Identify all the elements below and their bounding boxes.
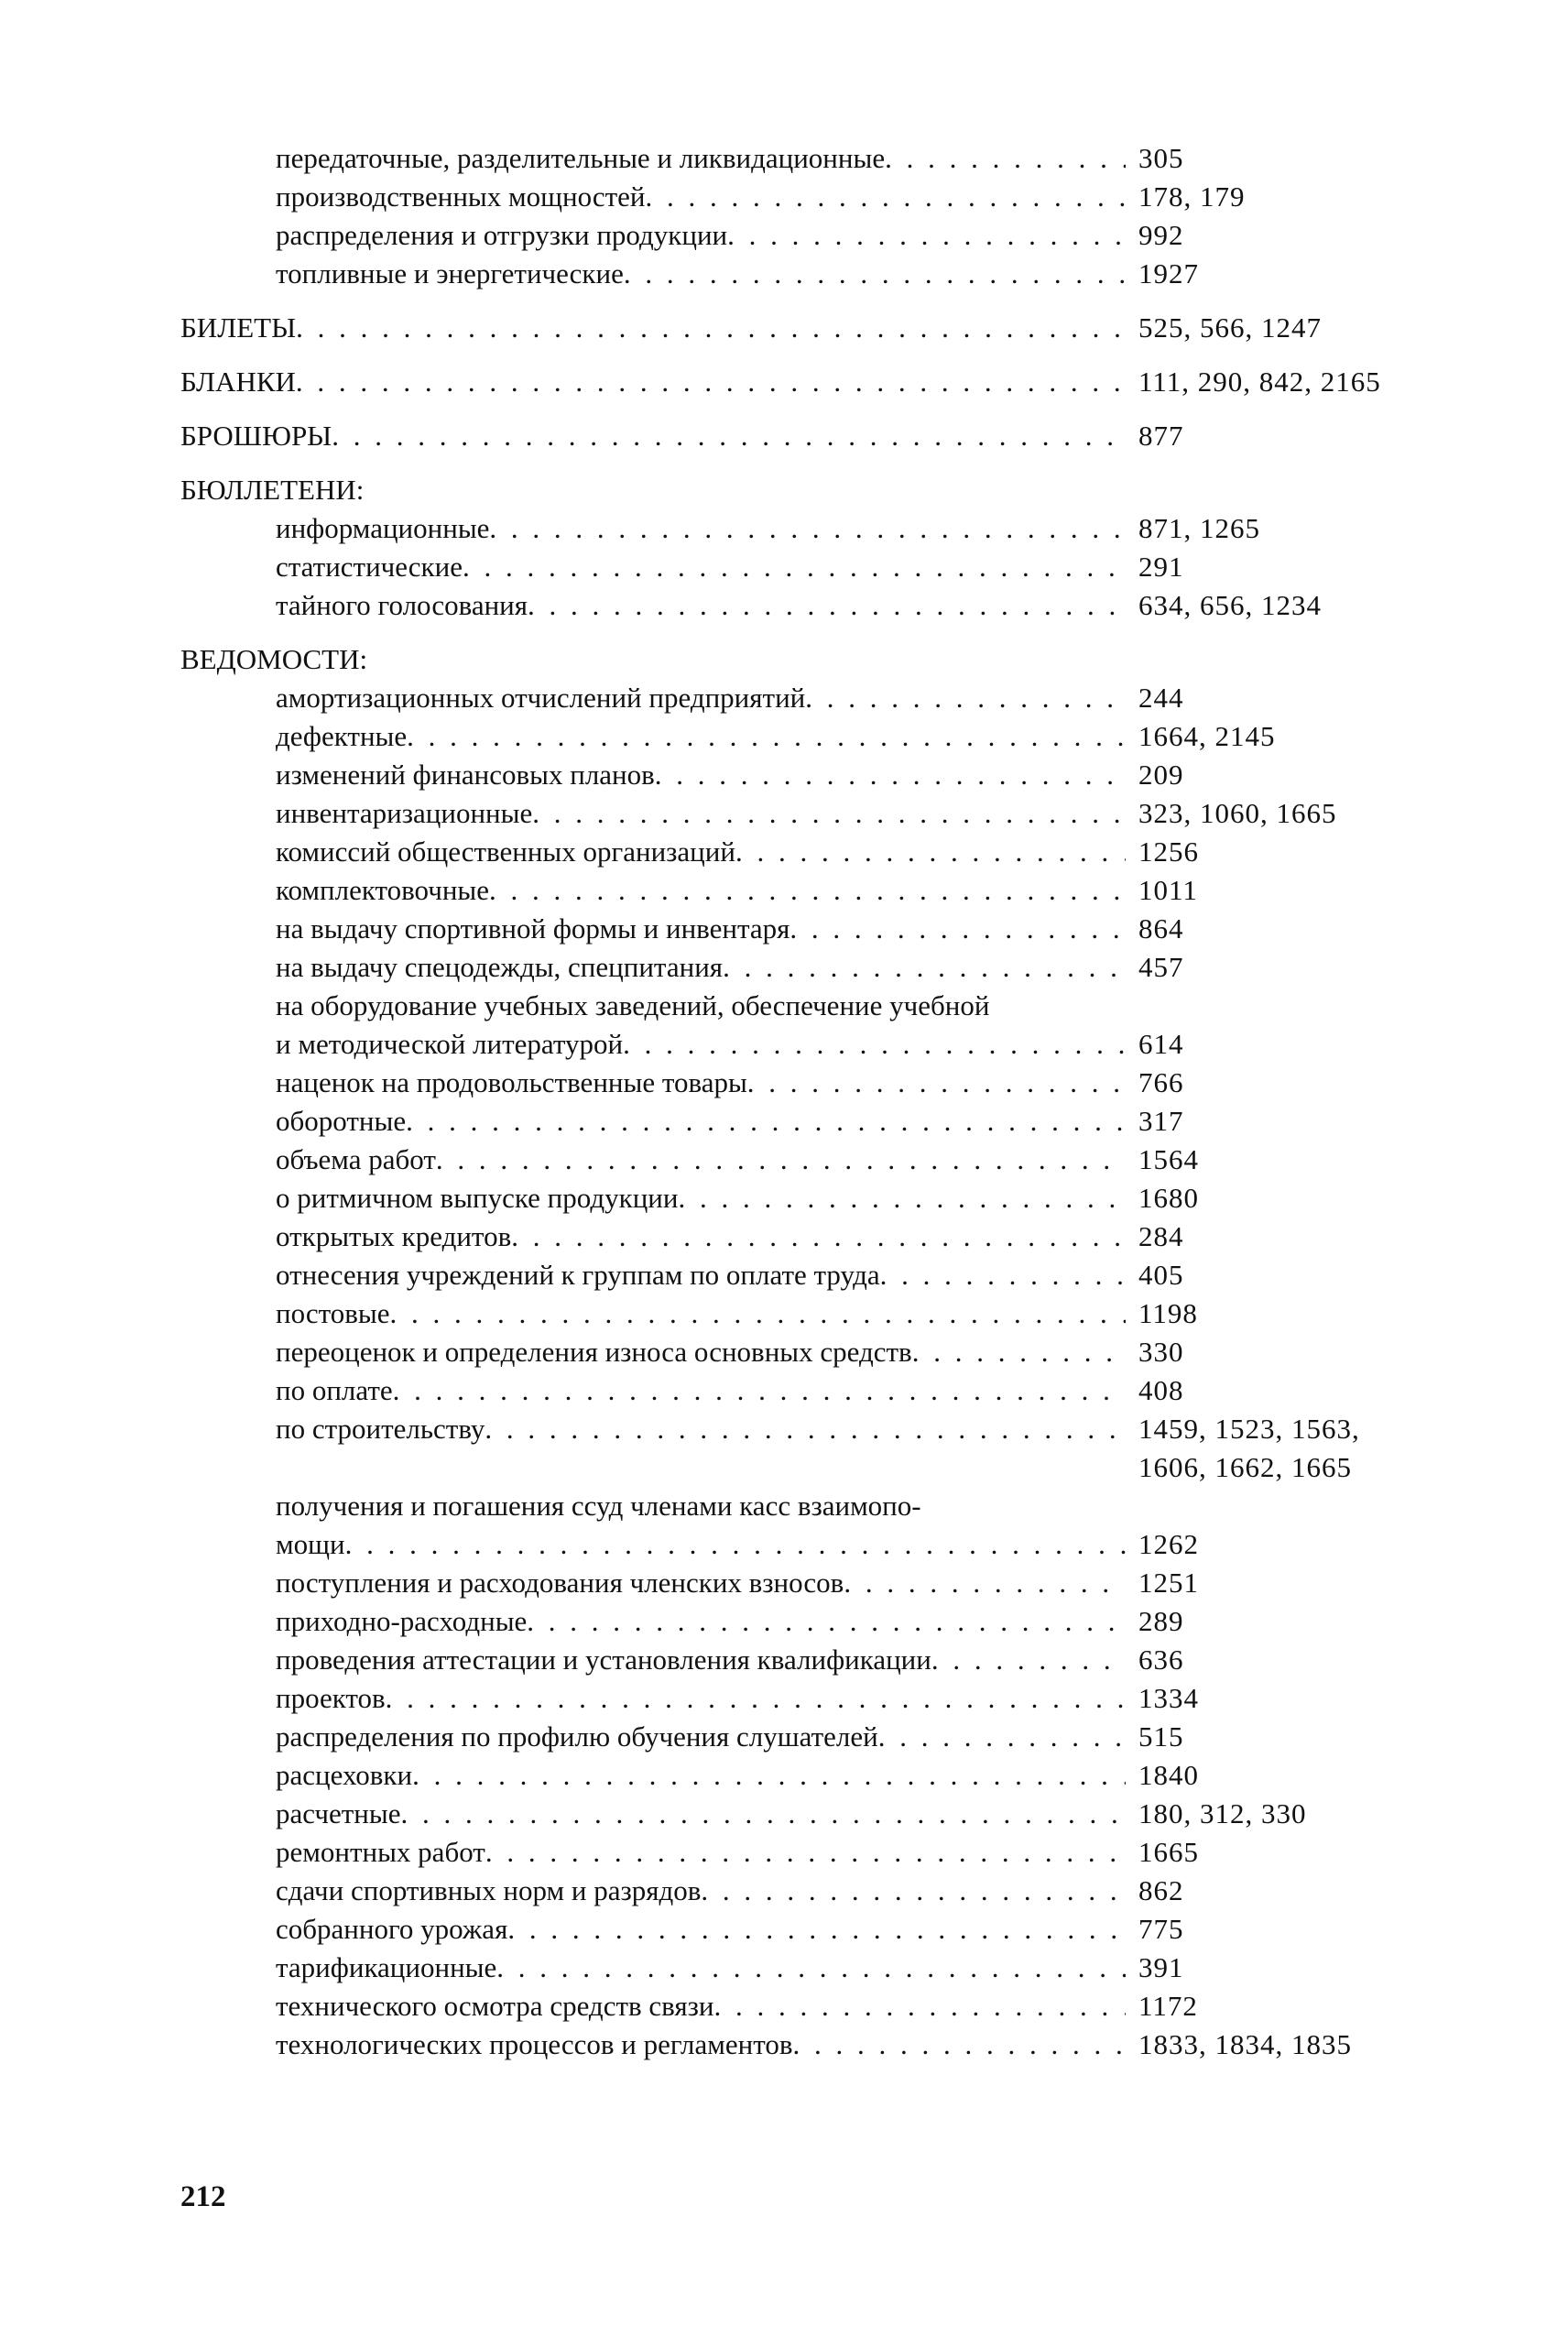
index-entry [180, 640, 1435, 679]
index-pages: 525, 566, 1247 [1138, 311, 1322, 344]
dot-leader [463, 548, 1126, 586]
index-pages: 289 [1138, 1605, 1184, 1637]
index-term: технического осмотра средств связи [276, 1990, 714, 2022]
index-pages: 775 [1138, 1913, 1184, 1945]
dot-leader [489, 871, 1126, 910]
index-pages: 1251 [1138, 1567, 1199, 1599]
index-pages: 864 [1138, 912, 1184, 945]
index-entry [180, 1487, 1435, 1525]
dot-leader [389, 1294, 1126, 1333]
index-entry [180, 178, 1435, 216]
dot-leader [489, 509, 1126, 548]
index-entry [180, 1102, 1435, 1141]
index-term: ремонтных работ [276, 1836, 485, 1868]
index-entry [180, 910, 1435, 948]
index-pages: 178, 179 [1138, 180, 1246, 213]
index-entry [180, 1064, 1435, 1102]
dot-leader [406, 1102, 1126, 1141]
dot-leader [332, 417, 1126, 455]
dot-leader [507, 1910, 1126, 1949]
dot-leader [805, 679, 1126, 717]
index-entry [180, 1641, 1435, 1679]
index-entry [180, 417, 1435, 455]
index-term: собранного урожая [276, 1913, 508, 1945]
dot-leader [511, 1218, 1126, 1256]
index-pages: 1927 [1138, 257, 1199, 289]
index-entry [180, 679, 1435, 717]
index-entry [180, 216, 1435, 255]
index-term: изменений финансовых планов [276, 759, 655, 791]
index-term: открытых кредитов [276, 1220, 512, 1252]
dot-leader [496, 1949, 1126, 1987]
dot-leader [485, 1833, 1126, 1872]
index-term: комиссий общественных организаций [276, 835, 735, 868]
index-entry [180, 363, 1435, 401]
index-entry [180, 1949, 1435, 1987]
index-pages: 1833, 1834, 1835 [1138, 2028, 1352, 2060]
index-entry [180, 1025, 1435, 1064]
dot-leader [655, 756, 1126, 794]
index-entry [180, 833, 1435, 871]
index-pages: 457 [1138, 951, 1184, 983]
index-term: топливные и энергетические [276, 257, 624, 289]
dot-leader [400, 1795, 1126, 1833]
index-term: расчетные [276, 1797, 401, 1829]
index-pages: 877 [1138, 420, 1184, 452]
index-pages: 284 [1138, 1220, 1184, 1252]
dot-leader [880, 1256, 1126, 1294]
index-pages: 1198 [1138, 1297, 1198, 1329]
index-pages: 1334 [1138, 1682, 1199, 1714]
dot-leader [623, 1025, 1126, 1064]
index-entry [180, 1525, 1435, 1564]
index-term: распределения и отгрузки продукции [276, 219, 728, 251]
index-entry [180, 471, 1435, 509]
index-entry [180, 1256, 1435, 1294]
dot-leader [844, 1564, 1126, 1602]
index-pages: 1256 [1138, 835, 1199, 868]
index-entry [180, 1294, 1435, 1333]
index-term: статистические [276, 551, 463, 583]
index-term: сдачи спортивных норм и разрядов [276, 1874, 702, 1906]
index-pages: 291 [1138, 551, 1184, 583]
index-entry [180, 1410, 1435, 1448]
index-term: дефектные [276, 720, 408, 752]
dot-leader [296, 309, 1126, 347]
dot-leader [931, 1641, 1126, 1679]
index-entry [180, 1333, 1435, 1371]
index-entry [180, 794, 1435, 833]
dot-leader [646, 178, 1126, 216]
index-term: распределения по профилю обучения слушателей [276, 1720, 878, 1753]
index-entry [180, 717, 1435, 756]
index-entry [180, 509, 1435, 548]
index-term: комплектовочные [276, 874, 490, 906]
index-term: по строительству [276, 1413, 485, 1445]
index-term: технологических процессов и регламентов [276, 2028, 793, 2060]
index-entry [180, 1602, 1435, 1641]
dot-leader [792, 2026, 1126, 2064]
dot-leader [878, 1718, 1126, 1756]
index-term: оборотные [276, 1105, 407, 1137]
index-term: объема работ [276, 1143, 436, 1175]
index-entry [180, 548, 1435, 586]
index-pages: 871, 1265 [1138, 512, 1260, 544]
dot-leader [723, 948, 1126, 987]
index-entry [180, 1179, 1435, 1218]
index-term: переоценок и определения износа основных средств [276, 1336, 912, 1368]
index-pages: 1840 [1138, 1759, 1199, 1791]
index-term: на оборудование учебных заведений, обеспечение учебной [276, 989, 990, 1021]
index-pages: 1459, 1523, 1563, [1138, 1413, 1360, 1445]
index-term: наценок на продовольственные товары [276, 1066, 747, 1098]
dot-leader [678, 1179, 1126, 1218]
index-term: по оплате [276, 1374, 393, 1406]
index-entry [180, 1987, 1435, 2026]
index-pages: 305 [1138, 142, 1184, 174]
index-term: передаточные, разделительные и ликвидационные [276, 142, 886, 174]
dot-leader [701, 1872, 1126, 1910]
index-pages: 317 [1138, 1105, 1184, 1137]
index-pages: 766 [1138, 1066, 1184, 1098]
index-term: амортизационных отчислений предприятий [276, 682, 806, 714]
index-heading: БЮЛЛЕТЕНИ: [180, 474, 365, 506]
index-entry [180, 987, 1435, 1025]
index-pages: 323, 1060, 1665 [1138, 797, 1337, 829]
dot-leader [727, 216, 1126, 255]
index-pages: 614 [1138, 1028, 1184, 1060]
index-term: о ритмичном выпуске продукции [276, 1182, 679, 1214]
index-entry [180, 309, 1435, 347]
dot-leader [789, 910, 1126, 948]
index-term: отнесения учреждений к группам по оплате труда [276, 1259, 880, 1291]
index-pages: 992 [1138, 219, 1184, 251]
dot-leader [485, 1410, 1126, 1448]
dot-leader [747, 1064, 1126, 1102]
index-pages: 209 [1138, 759, 1184, 791]
index-heading: БЛАНКИ [180, 366, 296, 398]
dot-leader [885, 139, 1126, 178]
index-term: поступления и расходования членских взносов [276, 1567, 844, 1599]
dot-leader [713, 1987, 1126, 2026]
index-term: тарификационные [276, 1951, 497, 1983]
index-pages: 244 [1138, 682, 1184, 714]
index-pages: 1172 [1138, 1990, 1198, 2022]
index-term: постовые [276, 1297, 390, 1329]
index-pages: 1011 [1138, 874, 1198, 906]
index-entry [180, 2026, 1435, 2064]
index-term: производственных мощностей [276, 180, 646, 213]
index-entry [180, 1564, 1435, 1602]
index-entry [180, 255, 1435, 293]
index-term: на выдачу спецодежды, спецпитания [276, 951, 724, 983]
index-pages: 1564 [1138, 1143, 1199, 1175]
index-entry [180, 139, 1435, 178]
dot-leader [735, 833, 1126, 871]
index-entry [180, 586, 1435, 625]
index-pages: 391 [1138, 1951, 1184, 1983]
dot-leader [624, 255, 1126, 293]
dot-leader [386, 1679, 1126, 1718]
index-pages: 634, 656, 1234 [1138, 589, 1322, 621]
index-term: приходно-расходные [276, 1605, 528, 1637]
dot-leader [345, 1525, 1126, 1564]
index-term: инвентаризационные [276, 797, 533, 829]
index-entry [180, 1371, 1435, 1410]
index-term: мощи [276, 1528, 345, 1560]
index-heading: БРОШЮРЫ [180, 420, 332, 452]
index-pages: 180, 312, 330 [1138, 1797, 1307, 1829]
index-pages: 1665 [1138, 1836, 1199, 1868]
index-pages: 1680 [1138, 1182, 1199, 1214]
index-entry [180, 1718, 1435, 1756]
index-term: проведения аттестации и установления квалификации [276, 1643, 931, 1676]
index-pages: 405 [1138, 1259, 1184, 1291]
index-list [180, 139, 1435, 2064]
index-pages: 111, 290, 842, 2165 [1138, 366, 1381, 398]
dot-leader [532, 794, 1126, 833]
index-heading: БИЛЕТЫ [180, 311, 297, 344]
index-pages: 515 [1138, 1720, 1184, 1753]
index-pages: 330 [1138, 1336, 1184, 1368]
index-entry [180, 948, 1435, 987]
dot-leader [412, 1756, 1126, 1795]
index-pages: 1606, 1662, 1665 [1138, 1451, 1352, 1483]
index-pages: 1262 [1138, 1528, 1199, 1560]
index-term: проектов [276, 1682, 386, 1714]
index-entry [180, 1756, 1435, 1795]
index-pages: 636 [1138, 1643, 1184, 1676]
dot-leader [436, 1141, 1126, 1179]
index-entry [180, 1872, 1435, 1910]
dot-leader [527, 1602, 1126, 1641]
index-term: на выдачу спортивной формы и инвентаря [276, 912, 790, 945]
index-entry [180, 756, 1435, 794]
index-term: получения и погашения ссуд членами касс взаимопо- [276, 1490, 921, 1522]
page-number: 212 [180, 2180, 226, 2213]
index-entry [180, 1910, 1435, 1949]
index-pages: 862 [1138, 1874, 1184, 1906]
index-term: тайного голосования [276, 589, 528, 621]
index-entry [180, 871, 1435, 910]
index-entry [180, 1141, 1435, 1179]
index-heading: ВЕДОМОСТИ: [180, 643, 368, 675]
index-entry [180, 1833, 1435, 1872]
dot-leader [296, 363, 1126, 401]
index-entry [180, 1218, 1435, 1256]
index-term: информационные [276, 512, 490, 544]
dot-leader [407, 717, 1126, 756]
index-entry [180, 1679, 1435, 1718]
dot-leader [528, 586, 1126, 625]
index-pages: 1664, 2145 [1138, 720, 1276, 752]
index-term: расцеховки [276, 1759, 413, 1791]
dot-leader [393, 1371, 1126, 1410]
index-entry [180, 1795, 1435, 1833]
index-pages: 408 [1138, 1374, 1184, 1406]
index-term: и методической литературой [276, 1028, 624, 1060]
dot-leader [912, 1333, 1126, 1371]
index-entry [180, 1448, 1435, 1487]
